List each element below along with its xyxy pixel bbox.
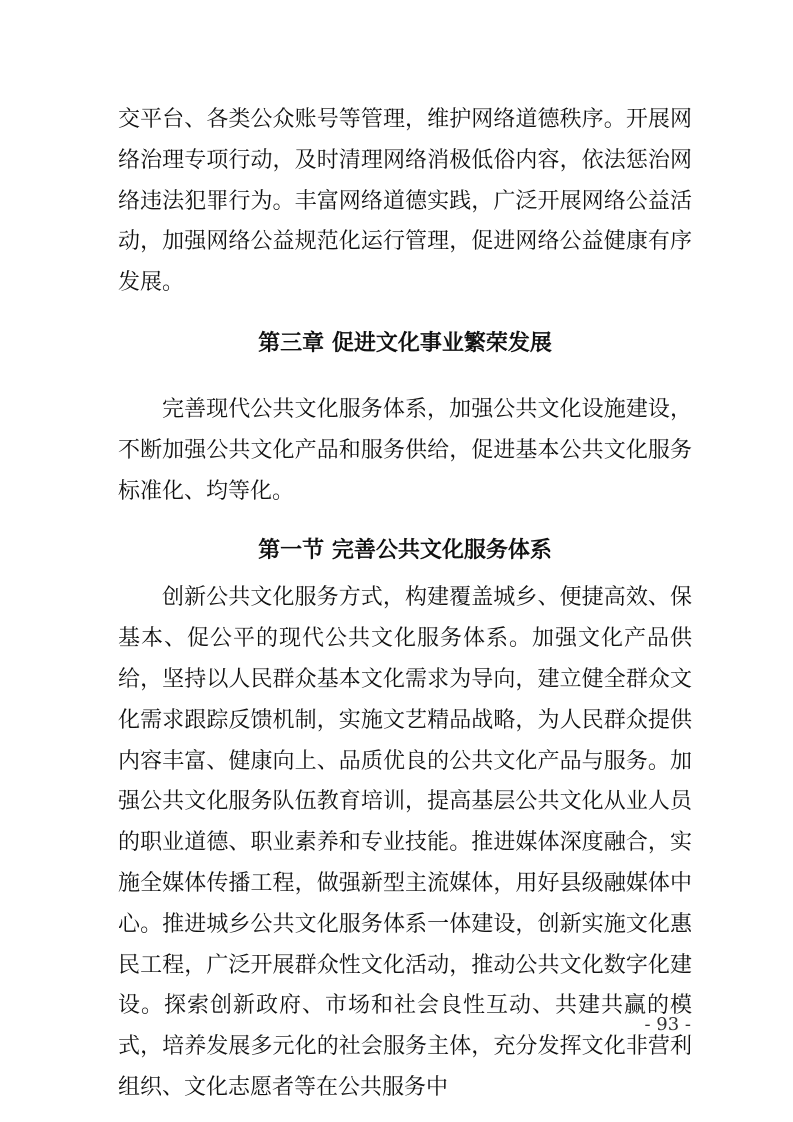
chapter-intro-paragraph: 完善现代公共文化服务体系，加强公共文化设施建设，不断加强公共文化产品和服务供给，促进基本公共文化服务标准化、均等化。: [118, 396, 692, 504]
continuation-paragraph: 交平台、各类公众账号等管理，维护网络道德秩序。开展网络治理专项行动，及时清理网络消极低俗内容，依法惩治网络违法犯罪行为。丰富网络道德实践，广泛开展网络公益活动，加强网络公益规范化运行管理，促进网络公益健康有序发展。: [118, 107, 692, 296]
chapter-title: 第三章 促进文化事业繁荣发展: [258, 330, 552, 356]
section-paragraph: 创新公共文化服务方式，构建覆盖城乡、便捷高效、保基本、促公平的现代公共文化服务体系。加强文化产品供给，坚持以人民群众基本文化需求为导向，建立健全群众文化需求跟踪反馈机制，实施文艺精品战略，为人民群众提供内容丰富、健康向上、品质优良的公共文化产品与服务。加强公共文化服务队伍教育培训，提高基层公共文化从业人员的职业道德、职业素养和专业技能。推进媒体深度融合，实施全媒体传播工程，做强新型主流媒体，用好县级融媒体中心。推进城乡公共文化服务体系一体建设，创新实施文化惠民工程，广泛开展群众性文化活动，推动公共文化数字化建设。探索创新政府、市场和社会良性互动、共建共赢的模式，培养发展多元化的社会服务主体，充分发挥文化非营利组织、文化志愿者等在公共服务中: [118, 585, 692, 1100]
page-content: [118, 100, 692, 1109]
section-title: 第一节 完善公共文化服务体系: [258, 537, 552, 564]
page-number: - 93 -: [644, 1014, 691, 1035]
